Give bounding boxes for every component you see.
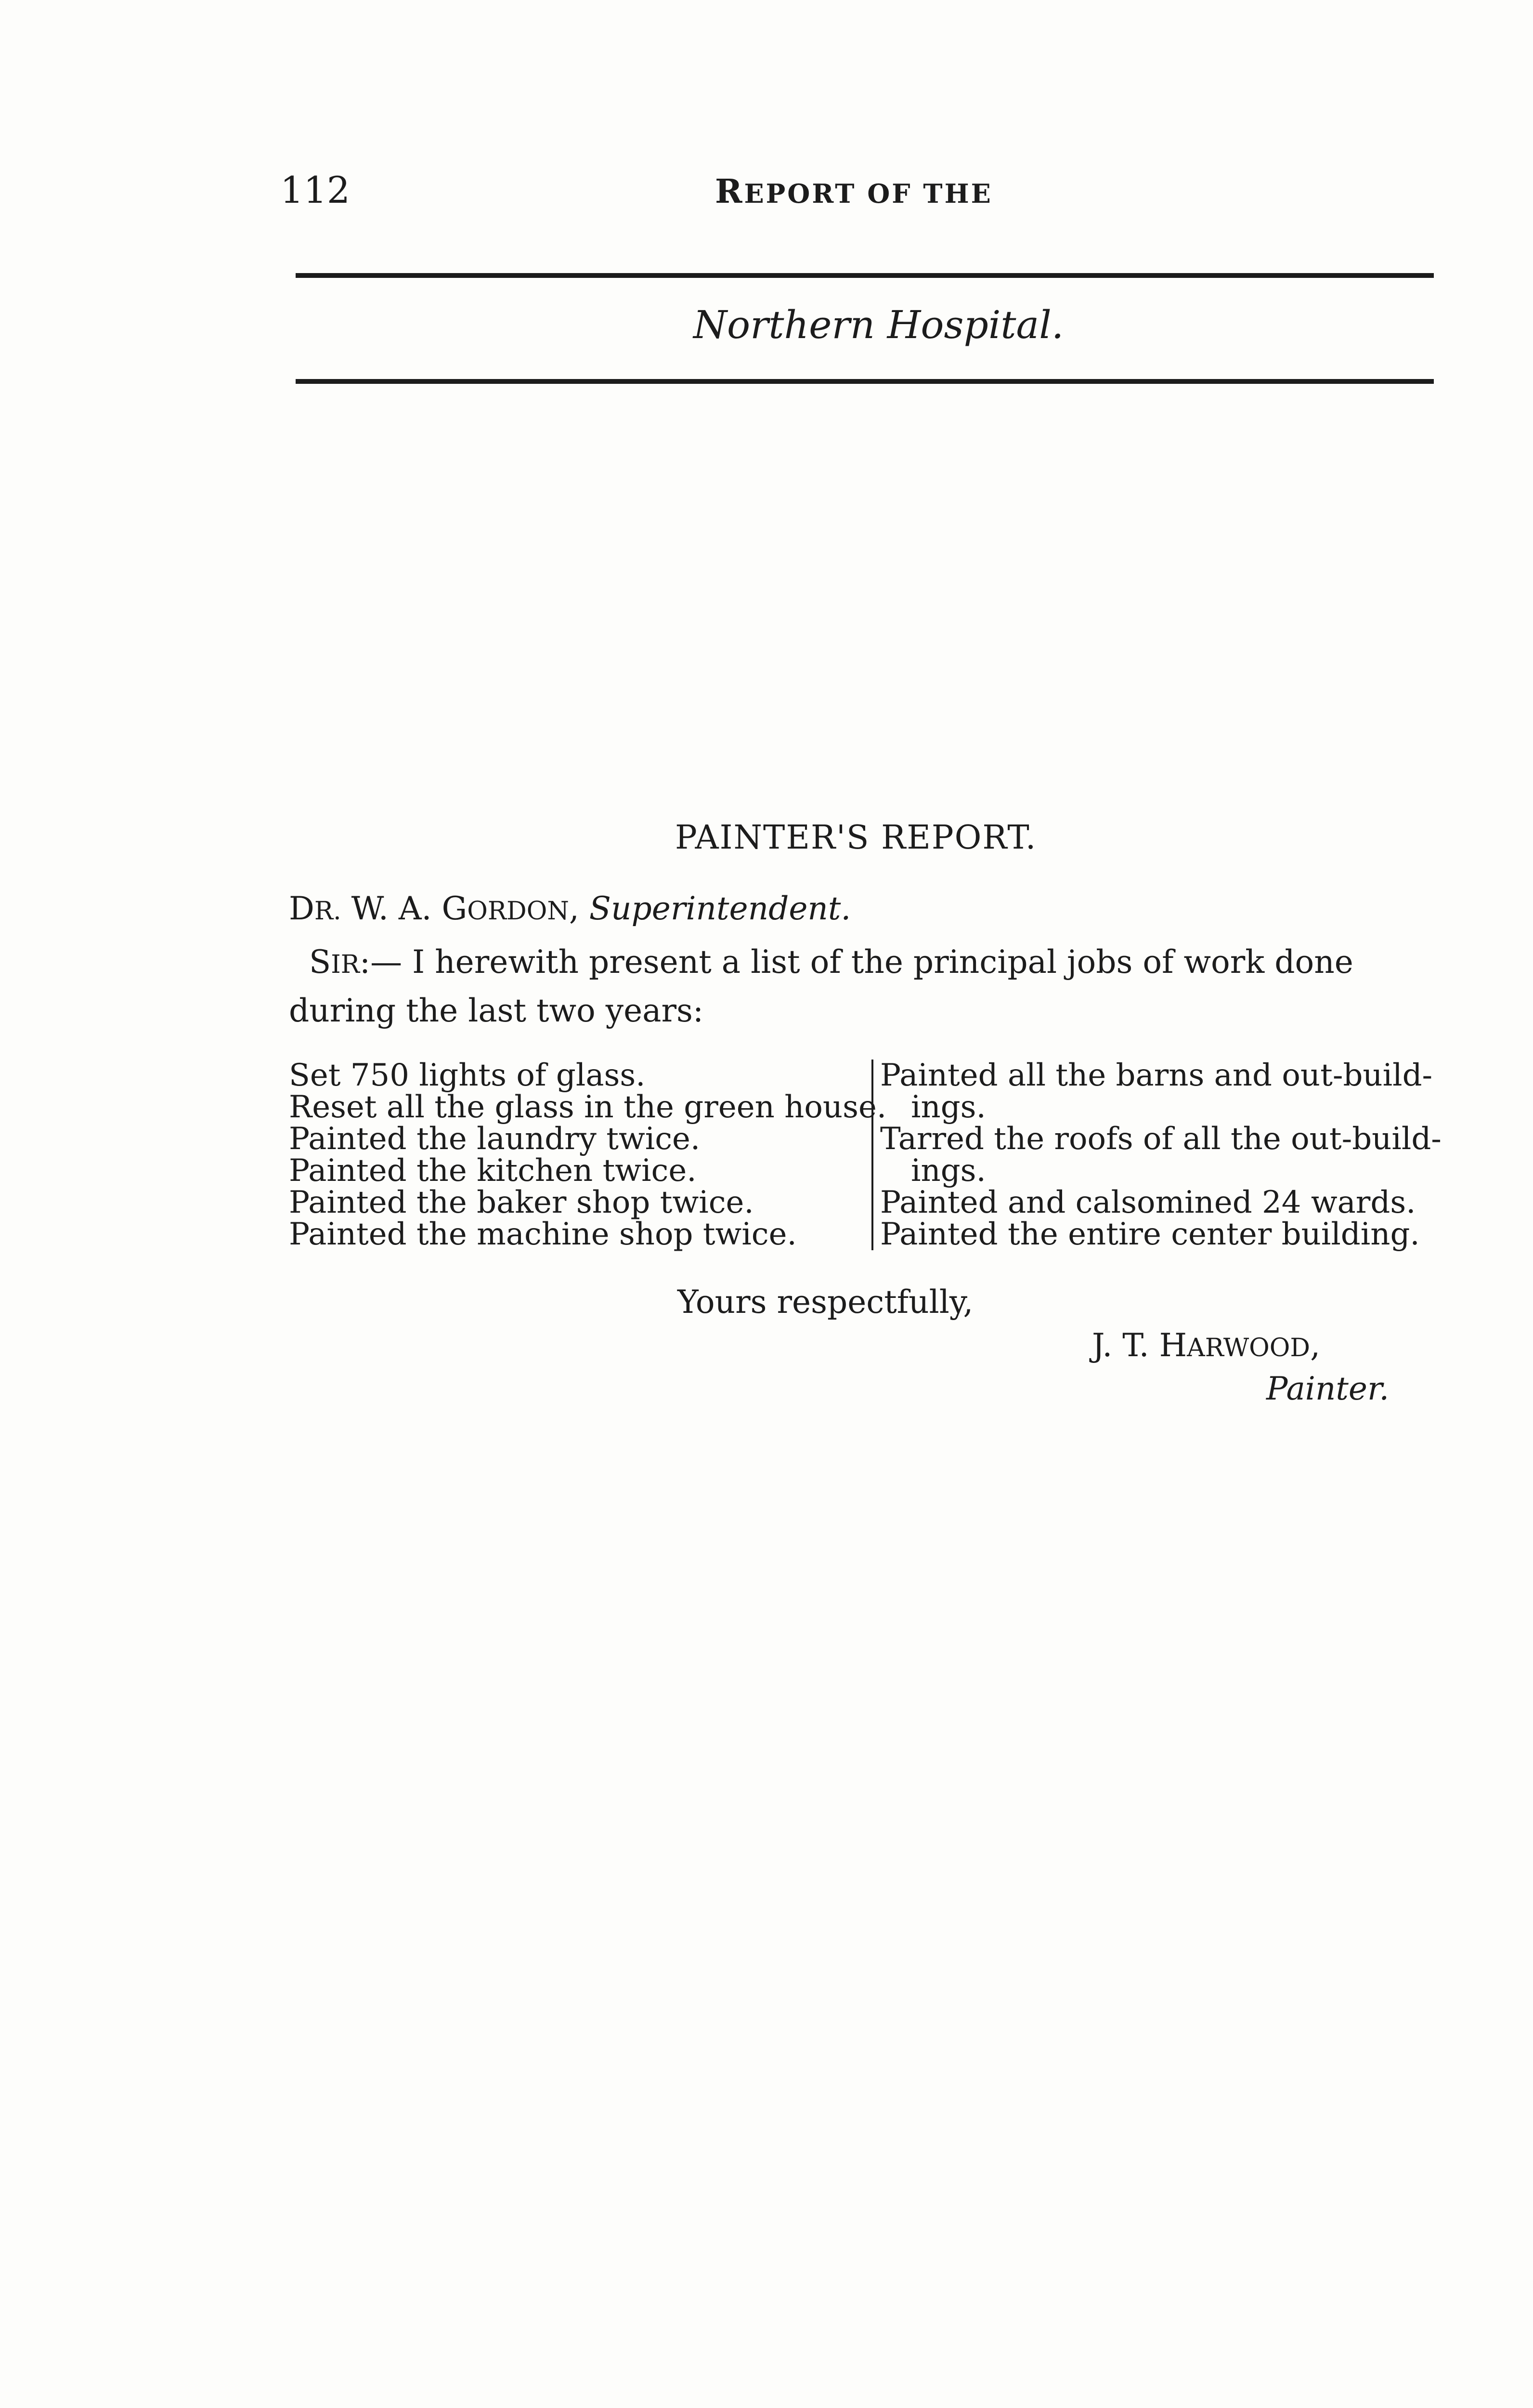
signer-name: [1092, 1327, 1320, 1364]
salutation-initials: W. A.: [351, 890, 432, 927]
signer-surname-initial: H: [1159, 1327, 1187, 1364]
header-rule-bottom: [296, 379, 1434, 384]
list-item-continuation: ings.: [911, 1153, 986, 1189]
list-item: Painted the laundry twice.: [289, 1121, 701, 1157]
header-rule-top: [296, 273, 1434, 278]
list-item: Painted the kitchen twice.: [289, 1153, 697, 1189]
list-item: Tarred the roofs of all the out-build-: [880, 1121, 1442, 1157]
list-item: Painted all the barns and out-build-: [880, 1058, 1433, 1093]
list-item: Reset all the glass in the green house.: [289, 1089, 887, 1125]
signer-comma: ,: [1310, 1327, 1321, 1364]
page-number: 112: [280, 169, 351, 211]
closing: Yours respectfully,: [677, 1283, 974, 1321]
body-text: :— I herewith present a list of the principal jobs of work done during the last two years:: [289, 943, 1353, 1029]
salutation-prefix-initial: D: [289, 890, 314, 927]
jobs-list-left: [289, 1058, 887, 1252]
list-item: Painted and calsomined 24 wards.: [880, 1185, 1416, 1220]
jobs-list-right: [871, 1060, 1458, 1250]
body-sir-initial: S: [309, 943, 331, 981]
signer-initials: J. T.: [1092, 1327, 1149, 1364]
body-sir-rest: IR: [331, 950, 360, 979]
section-heading: Northern Hospital.: [693, 302, 1064, 347]
salutation-role: Superintendent.: [589, 890, 851, 927]
salutation-surname-initial: G: [442, 890, 468, 927]
list-item: Painted the entire center building.: [880, 1217, 1420, 1252]
list-item: Painted the machine shop twice.: [289, 1217, 797, 1252]
list-item: Set 750 lights of glass.: [289, 1058, 646, 1093]
list-item-continuation: ings.: [911, 1089, 986, 1125]
list-item: Painted the baker shop twice.: [289, 1185, 754, 1220]
salutation: [289, 890, 851, 927]
body-paragraph: [289, 939, 1440, 1034]
salutation-prefix-rest: R.: [314, 897, 341, 926]
salutation-surname-rest: ORDON: [467, 897, 569, 926]
salutation-comma: ,: [569, 890, 579, 927]
running-head-initial: R: [715, 172, 744, 211]
running-head: [715, 172, 993, 211]
signer-surname-rest: ARWOOD: [1187, 1334, 1311, 1362]
signer-title: Painter.: [1266, 1370, 1390, 1407]
running-head-rest: EPORT OF THE: [744, 178, 993, 209]
report-title: PAINTER'S REPORT.: [675, 819, 1037, 857]
